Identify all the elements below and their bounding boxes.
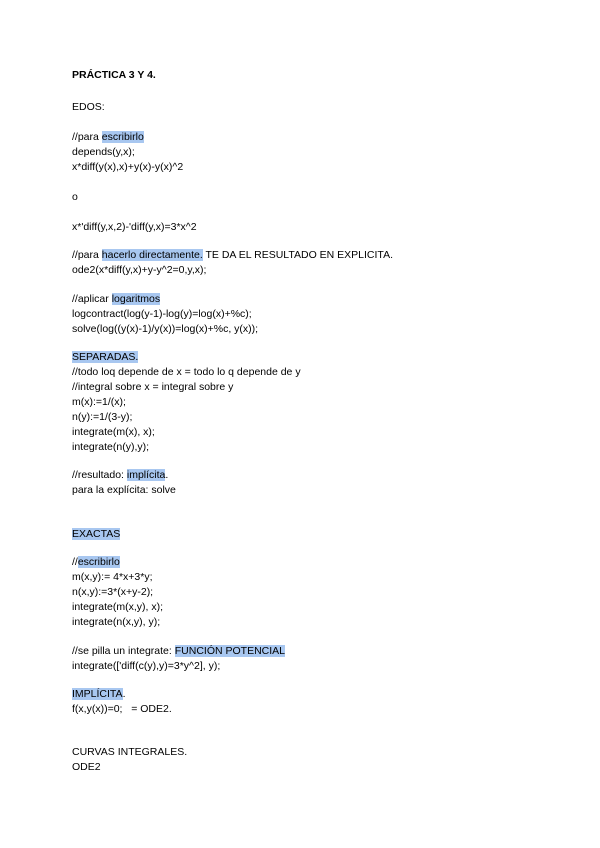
comment-text: // bbox=[72, 556, 78, 568]
comment-text: TE DA EL RESULTADO EN EXPLICITA. bbox=[202, 249, 393, 261]
highlighted-text: EXACTAS bbox=[72, 528, 121, 540]
highlighted-text: hacerlo directamente. bbox=[101, 249, 203, 261]
comment-text: //aplicar bbox=[72, 293, 112, 305]
code-line: integrate(['diff(c(y),y)=3*y^2], y); bbox=[72, 660, 221, 672]
comment-text: //para bbox=[72, 131, 102, 143]
comment-line bbox=[72, 249, 393, 262]
highlighted-text: SEPARADAS. bbox=[72, 351, 139, 363]
section-heading-separadas bbox=[72, 351, 138, 364]
text-line: ODE2 bbox=[72, 761, 101, 773]
comment-line bbox=[72, 131, 144, 144]
code-line: depends(y,x); bbox=[72, 146, 135, 158]
comment-line: //integral sobre x = integral sobre y bbox=[72, 381, 234, 393]
comment-text: //para bbox=[72, 249, 102, 261]
section-heading-curvas: CURVAS INTEGRALES. bbox=[72, 746, 188, 758]
highlighted-text: escribirlo bbox=[101, 131, 144, 143]
comment-line bbox=[72, 645, 285, 658]
code-line: integrate(n(x,y), y); bbox=[72, 616, 161, 628]
comment-line bbox=[72, 293, 160, 306]
code-line: f(x,y(x))=0; = ODE2. bbox=[72, 703, 172, 715]
code-line: m(x):=1/(x); bbox=[72, 396, 126, 408]
code-line: integrate(n(y),y); bbox=[72, 441, 150, 453]
code-line: integrate(m(x), x); bbox=[72, 426, 155, 438]
heading-suffix: . bbox=[122, 688, 126, 700]
highlighted-text: IMPLÍCITA bbox=[72, 688, 123, 700]
comment-line bbox=[72, 469, 168, 482]
comment-text: //se pilla un integrate: bbox=[72, 645, 175, 657]
highlighted-text: implícita bbox=[126, 469, 166, 481]
text-line: para la explícita: solve bbox=[72, 484, 176, 496]
page-title: PRÁCTICA 3 Y 4. bbox=[72, 69, 156, 81]
code-line: integrate(m(x,y), x); bbox=[72, 601, 164, 613]
text-line: o bbox=[72, 191, 78, 203]
section-heading-edos: EDOS: bbox=[72, 101, 105, 113]
highlighted-text: escribirlo bbox=[77, 556, 120, 568]
highlighted-text: logaritmos bbox=[111, 293, 161, 305]
code-line: ode2(x*diff(y,x)+y-y^2=0,y,x); bbox=[72, 264, 207, 276]
code-line: x*'diff(y,x,2)-'diff(y,x)=3*x^2 bbox=[72, 221, 197, 233]
section-heading-exactas bbox=[72, 528, 120, 541]
code-line: x*diff(y(x),x)+y(x)-y(x)^2 bbox=[72, 161, 184, 173]
comment-text: //resultado: bbox=[72, 469, 127, 481]
code-line: m(x,y):= 4*x+3*y; bbox=[72, 571, 153, 583]
section-heading-implicita bbox=[72, 688, 125, 701]
comment-text: . bbox=[165, 469, 169, 481]
code-line: n(x,y):=3*(x+y-2); bbox=[72, 586, 154, 598]
code-line: logcontract(log(y-1)-log(y)=log(x)+%c); bbox=[72, 308, 252, 320]
comment-line: //todo loq depende de x = todo lo q depende de y bbox=[72, 366, 301, 378]
highlighted-text: FUNCIÓN POTENCIAL bbox=[174, 645, 285, 657]
comment-line bbox=[72, 556, 120, 569]
code-line: solve(log((y(x)-1)/y(x))=log(x)+%c, y(x)); bbox=[72, 323, 259, 335]
code-line: n(y):=1/(3-y); bbox=[72, 411, 133, 423]
